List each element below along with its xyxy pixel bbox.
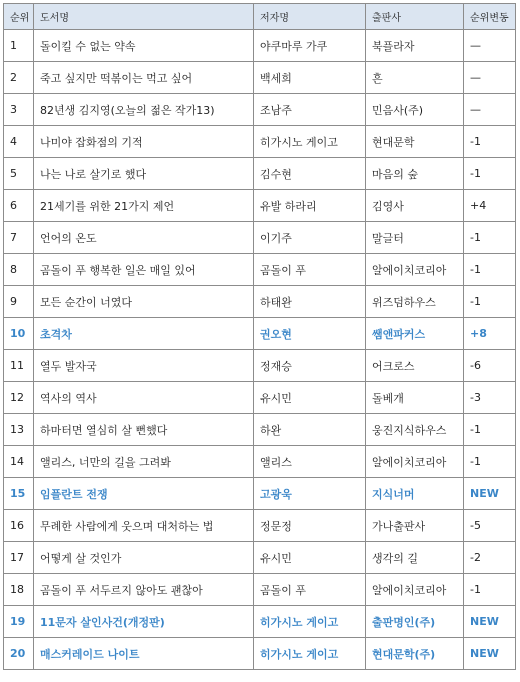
cell-publisher: 흔 [366, 62, 464, 94]
cell-title: 돌이킬 수 없는 약속 [34, 30, 254, 62]
header-title: 도서명 [34, 4, 254, 30]
cell-publisher: 알에이치코리아 [366, 574, 464, 606]
cell-title: 임플란트 전쟁 [34, 478, 254, 510]
cell-author: 하완 [254, 414, 366, 446]
cell-rank-change: -1 [464, 446, 516, 478]
cell-title: 나는 나로 살기로 했다 [34, 158, 254, 190]
cell-rank-change: — [464, 94, 516, 126]
cell-title: 21세기를 위한 21가지 제언 [34, 190, 254, 222]
cell-author: 유시민 [254, 542, 366, 574]
cell-rank-change: -5 [464, 510, 516, 542]
cell-rank-change: +4 [464, 190, 516, 222]
table-row [4, 606, 516, 638]
cell-publisher: 생각의 길 [366, 542, 464, 574]
cell-author: 백세희 [254, 62, 366, 94]
cell-title: 초격차 [34, 318, 254, 350]
table-row [4, 190, 516, 222]
cell-title: 죽고 싶지만 떡볶이는 먹고 싶어 [34, 62, 254, 94]
cell-publisher: 위즈덤하우스 [366, 286, 464, 318]
cell-rank: 3 [4, 94, 34, 126]
table-row [4, 126, 516, 158]
table-row [4, 574, 516, 606]
table-row [4, 542, 516, 574]
cell-publisher: 알에이치코리아 [366, 446, 464, 478]
header-author: 저자명 [254, 4, 366, 30]
cell-rank-change: -1 [464, 126, 516, 158]
cell-rank: 14 [4, 446, 34, 478]
table-header-row [4, 4, 516, 30]
table-row [4, 478, 516, 510]
cell-title: 11문자 살인사건(개정판) [34, 606, 254, 638]
cell-rank: 16 [4, 510, 34, 542]
cell-publisher: 웅진지식하우스 [366, 414, 464, 446]
cell-author: 하태완 [254, 286, 366, 318]
cell-publisher: 쌤앤파커스 [366, 318, 464, 350]
cell-rank-change: -1 [464, 222, 516, 254]
cell-publisher: 지식너머 [366, 478, 464, 510]
cell-title: 나미야 잡화점의 기적 [34, 126, 254, 158]
header-rank-change: 순위변동 [464, 4, 516, 30]
cell-publisher: 가나출판사 [366, 510, 464, 542]
cell-rank-change: -1 [464, 286, 516, 318]
header-publisher: 출판사 [366, 4, 464, 30]
cell-title: 어떻게 살 것인가 [34, 542, 254, 574]
table-row [4, 414, 516, 446]
cell-rank-change: NEW [464, 478, 516, 510]
cell-author: 앨리스 [254, 446, 366, 478]
cell-rank: 17 [4, 542, 34, 574]
cell-author: 조남주 [254, 94, 366, 126]
cell-rank: 9 [4, 286, 34, 318]
cell-title: 모든 순간이 너였다 [34, 286, 254, 318]
cell-publisher: 북플라자 [366, 30, 464, 62]
cell-rank: 20 [4, 638, 34, 670]
table-row [4, 382, 516, 414]
cell-rank: 2 [4, 62, 34, 94]
table-row [4, 638, 516, 670]
cell-rank: 19 [4, 606, 34, 638]
header-rank: 순위 [4, 4, 34, 30]
cell-publisher: 현대문학 [366, 126, 464, 158]
cell-rank: 10 [4, 318, 34, 350]
cell-rank: 8 [4, 254, 34, 286]
cell-rank: 13 [4, 414, 34, 446]
cell-author: 히가시노 게이고 [254, 606, 366, 638]
table-row [4, 30, 516, 62]
cell-title: 하마터면 열심히 살 뻔했다 [34, 414, 254, 446]
table-row [4, 446, 516, 478]
cell-title: 82년생 김지영(오늘의 젊은 작가13) [34, 94, 254, 126]
cell-author: 야쿠마루 가쿠 [254, 30, 366, 62]
cell-rank-change: -2 [464, 542, 516, 574]
cell-title: 무례한 사람에게 웃으며 대처하는 법 [34, 510, 254, 542]
cell-author: 고광욱 [254, 478, 366, 510]
bestseller-table-container [3, 3, 516, 670]
cell-title: 열두 발자국 [34, 350, 254, 382]
table-row [4, 222, 516, 254]
table-row [4, 158, 516, 190]
cell-publisher: 돌베개 [366, 382, 464, 414]
cell-title: 언어의 온도 [34, 222, 254, 254]
cell-rank-change: -1 [464, 574, 516, 606]
cell-rank-change: -1 [464, 414, 516, 446]
table-row [4, 94, 516, 126]
cell-publisher: 민음사(주) [366, 94, 464, 126]
cell-rank-change: NEW [464, 638, 516, 670]
cell-publisher: 현대문학(주) [366, 638, 464, 670]
cell-rank-change: — [464, 30, 516, 62]
cell-rank-change: NEW [464, 606, 516, 638]
cell-rank-change: — [464, 62, 516, 94]
cell-author: 히가시노 게이고 [254, 126, 366, 158]
cell-publisher: 어크로스 [366, 350, 464, 382]
cell-rank-change: +8 [464, 318, 516, 350]
cell-title: 앨리스, 너만의 길을 그려봐 [34, 446, 254, 478]
cell-author: 김수현 [254, 158, 366, 190]
cell-title: 역사의 역사 [34, 382, 254, 414]
cell-rank: 4 [4, 126, 34, 158]
cell-author: 유시민 [254, 382, 366, 414]
table-row [4, 510, 516, 542]
cell-author: 정재승 [254, 350, 366, 382]
cell-rank: 5 [4, 158, 34, 190]
cell-author: 곰돌이 푸 [254, 254, 366, 286]
cell-rank: 7 [4, 222, 34, 254]
cell-publisher: 말글터 [366, 222, 464, 254]
cell-rank: 6 [4, 190, 34, 222]
cell-rank: 15 [4, 478, 34, 510]
cell-publisher: 알에이치코리아 [366, 254, 464, 286]
cell-rank: 11 [4, 350, 34, 382]
bestseller-table [3, 3, 516, 670]
table-row [4, 286, 516, 318]
cell-rank: 12 [4, 382, 34, 414]
table-body [4, 30, 516, 670]
table-row [4, 254, 516, 286]
cell-author: 유발 하라리 [254, 190, 366, 222]
cell-author: 곰돌이 푸 [254, 574, 366, 606]
cell-publisher: 출판명인(주) [366, 606, 464, 638]
cell-rank-change: -1 [464, 158, 516, 190]
cell-title: 매스커레이드 나이트 [34, 638, 254, 670]
cell-rank: 18 [4, 574, 34, 606]
cell-author: 이기주 [254, 222, 366, 254]
cell-rank-change: -6 [464, 350, 516, 382]
cell-publisher: 김영사 [366, 190, 464, 222]
cell-author: 정문정 [254, 510, 366, 542]
cell-title: 곰돌이 푸 행복한 일은 매일 있어 [34, 254, 254, 286]
cell-author: 권오현 [254, 318, 366, 350]
cell-rank-change: -3 [464, 382, 516, 414]
cell-author: 히가시노 게이고 [254, 638, 366, 670]
table-row [4, 62, 516, 94]
cell-publisher: 마음의 숲 [366, 158, 464, 190]
table-row [4, 350, 516, 382]
cell-rank-change: -1 [464, 254, 516, 286]
cell-rank: 1 [4, 30, 34, 62]
cell-title: 곰돌이 푸 서두르지 않아도 괜찮아 [34, 574, 254, 606]
table-row [4, 318, 516, 350]
